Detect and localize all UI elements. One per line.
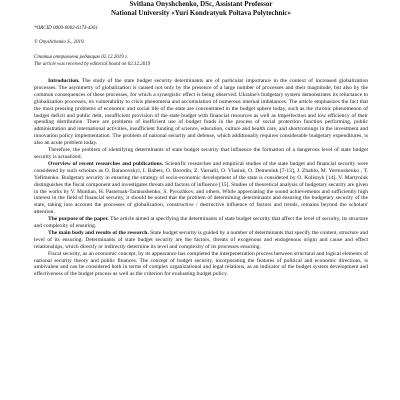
paragraph-text: Fiscal security, as an economic concept, by its appearance has completed the interpenetration process between structural and logical elements of national security theory and public finances. The concept of budget security, incorporating the features of political and economic directions, is ambivalent and can be considered both in terms of complex organizational and legal relations, as an indicator of the budget system development and effectiveness of the budget process as well as the criterion for evaluating budget policy. [34,250,368,278]
orcid-line: *ORCID 0000-0002-6173-4361 [34,26,99,31]
received-note-en: The article was received by editorial board on 02.12.2019 [34,62,151,67]
paragraph-lead: The purpose of the paper. [48,216,109,223]
paragraph-problem [34,147,368,161]
paragraph-lead: Introduction. [48,78,80,84]
paragraph-text: State budget security is guided by a number of determinants that specify the content, structure and level of its ensuring. Determinants of state budget security are the factors, threats of exogenous and endogenous origin and cause and effect relationships, which directly or indirectly determine its level and complexity of its processes ensuring. [34,229,368,250]
paragraph-lead: Overview of recent researches and publications. [48,160,164,167]
paragraph-main-body [34,230,368,251]
author-line: Svitlana Onyshchenko, DSc, Assistant Professor [129,0,273,8]
paragraph-text: Therefore, the problem of identifying determinants of state budget security that influence the formation of a dangerous level of state budget security is actualized. [34,147,368,160]
paragraph-purpose [34,216,368,230]
paragraph-overview [34,161,368,216]
paragraph-text: Scientific researches and empirical studies of the state budget and financial security were considered by such scholars as O. Baranovskyi, I. Babets, O. Borodin, Z. Varnalii, O. Vlasiuk, O. Demeniuk [7-13], J. Zhablo, M. Yermoshenko , T. Yefimenko. Budgetary security in ensuring the strategy of socio-economic development of the state is considered by O. Kolisnyk [14]. V. Martyniuk distinguishes the fiscal component and investigates threats and factors of influence [15]. Studies of theoretical analysis of budgetary security are given in the works by V. Muntian, H. Pasternak-Taranushenko, S. Pyrozhkov, and others. While appreciating the sound achievements and sufficiently high interest in the field of financial security, it should be noted that the problem of determining determinants and ensuring the budgetary security of the state, taking into account the processes of globalization, constructive / destructive influence of factors and trends, remains beyond the scholars' attention. [34,160,368,216]
document-page [34,0,368,278]
copyright-line: © Onyshchenko S., 2019. [34,40,85,45]
paragraph-lead: The main body and results of the research. [48,229,149,236]
paragraph-fiscal-security [34,251,368,279]
paragraph-text: The article aimed at specifying the determinants of state budget security that affect the level of security, its structure and complexity of ensuring. [34,216,368,230]
article-body [34,78,368,278]
paragraph-text: The study of the state budget security determinants are of particular importance in the context of increased globalization processes. The asymmetry of globalization is caused not only by the presence of a large number of processes and their magnitude, but also by the common consequences of these processes, for which a synergistic effect is being observed. Ukraine's budgetary system demonstrates its reluctance to globalization processes, its vulnerability to crisis phenomena and accumulation of numerous internal imbalances. The article emphasizes the fact that the most pressing problems of economic and social life of the state are concentrated in the budget sphere today, such as the chronic phenomenon of budget deficit and public debt, insufficient provision of the state budget with financial resources as well as imperfection and low efficiency of their spending distribution. There are problems of inefficient use of budget funds in the process of social protection function performing, public administration and international activities, insufficient funding of science, education, culture and health care, and shortcomings in the investment and innovation policy implementation. The problem of national security and defense, which additionally requires considerable budgetary expenditures, is also an acute problem today. [34,78,368,147]
received-note-ru: Статья отправлена редакцию 02.12.2019 г. [34,55,129,60]
paragraph-introduction [34,78,368,147]
institution-line: National University «Yuri Kondratyuk Poltava Polytechnic» [111,9,291,17]
